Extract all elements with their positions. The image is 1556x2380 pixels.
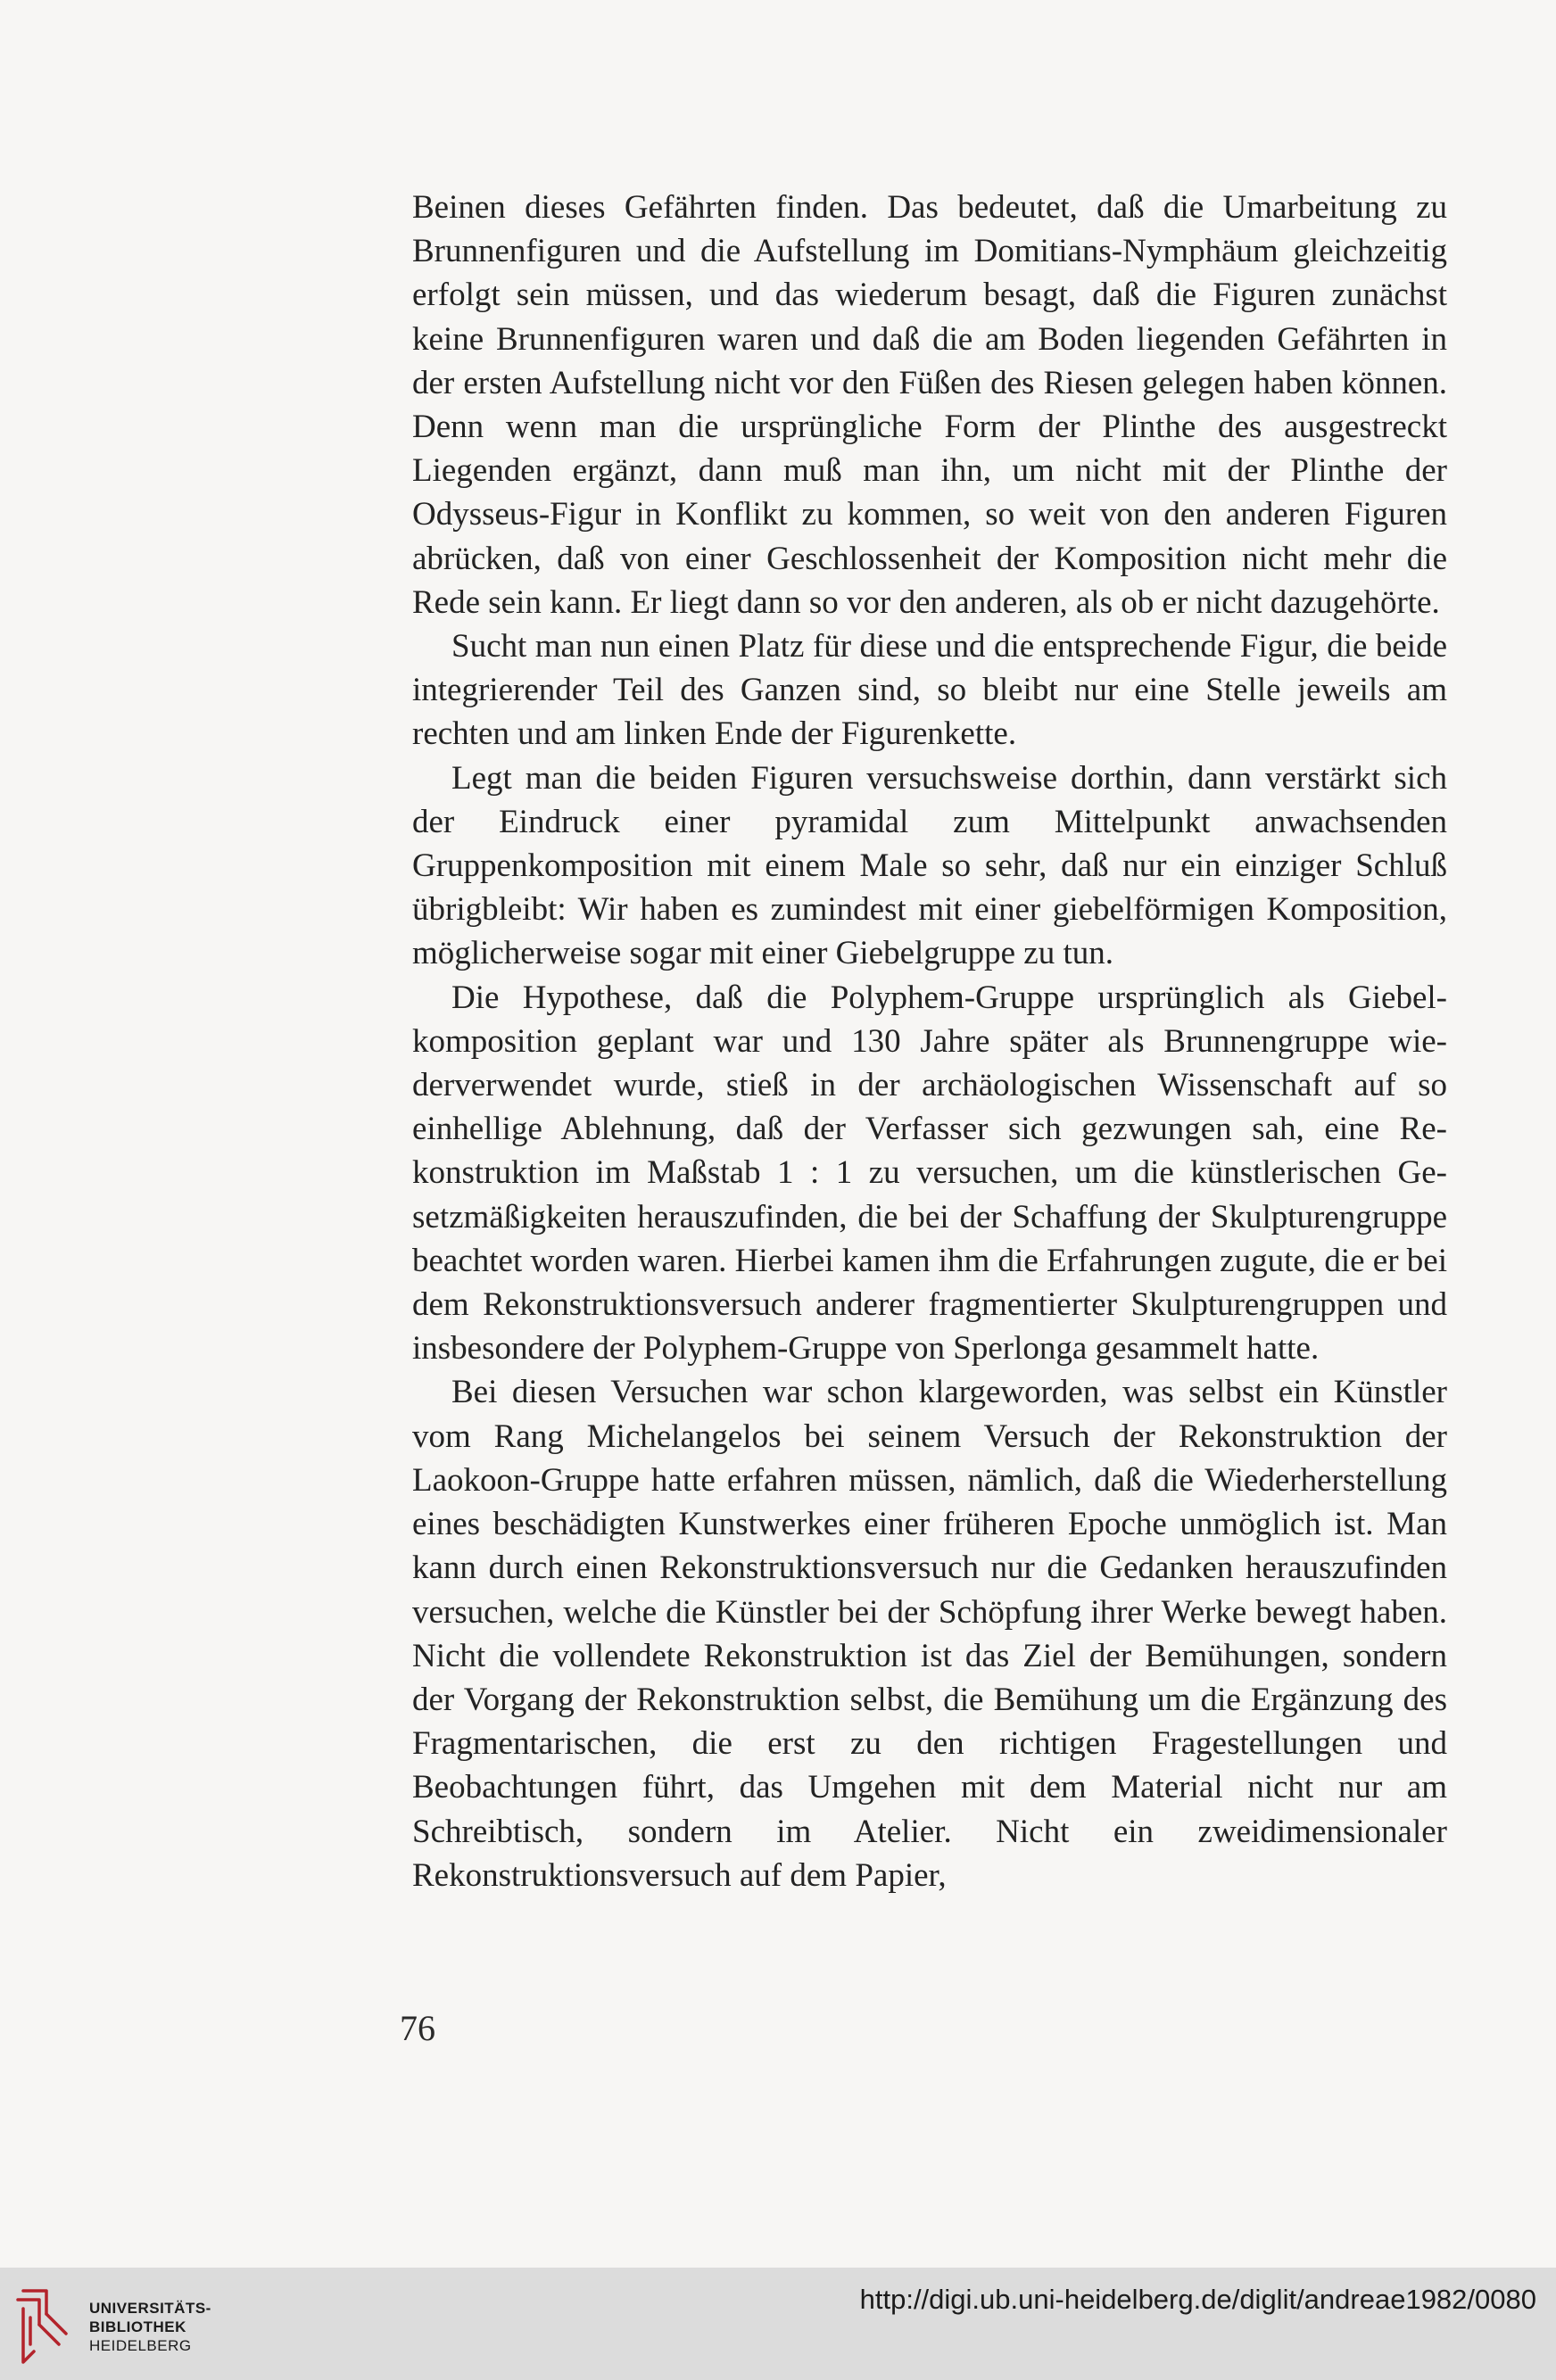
page-number: 76 bbox=[400, 2008, 435, 2048]
logo-line-3: HEIDELBERG bbox=[89, 2336, 192, 2354]
logo-line-2: BIBLIOTHEK bbox=[89, 2318, 186, 2335]
paragraph-2: Sucht man nun einen Platz für diese und die entsprechende Figur, die beide integrierender Teil des Ganzen sind, so bleibt nur eine Stelle jeweils am rechten und am linken Ende der Figurenkette. bbox=[412, 628, 1447, 753]
logo-line-1: UNIVERSITÄTS- bbox=[89, 2299, 211, 2317]
body-text bbox=[412, 186, 1447, 1897]
footer-bar bbox=[0, 2268, 1556, 2380]
source-url-link[interactable]: http://digi.ub.uni-heidelberg.de/diglit/andreae1982/0080 bbox=[859, 2284, 1536, 2315]
paragraph-1: Beinen dieses Gefährten finden. Das bedeutet, daß die Umarbeitung zu Brunnenfiguren und die Aufstellung im Domitians-Nymphäum gleichzeitig erfolgt sein müssen, und das wiederum besagt, daß die Figuren zunächst keine Brunnenfiguren waren und daß die am Boden liegenden Gefährten in der ersten Aufstellung nicht vor den Füßen des Riesen gelegen haben können. Denn wenn man die ursprüngliche Form der Plinthe des ausgestreckt Liegenden ergänzt, dann muß man ihn, um nicht mit der Plinthe der Odysseus-Figur in Konflikt zu kommen, so weit von den anderen Figuren abrücken, daß von einer Geschlossenheit der Komposition nicht mehr die Rede sein kann. Er liegt dann so vor den anderen, als ob er nicht dazugehörte. bbox=[412, 189, 1447, 621]
library-logo-icon bbox=[11, 2285, 80, 2368]
library-logo[interactable] bbox=[11, 2285, 211, 2368]
paragraph-3: Legt man die beiden Figuren versuchsweise dorthin, dann verstärkt sich der Eindruck einer pyramidal zum Mittelpunkt anwachsenden Gruppenkomposition mit einem Male so sehr, daß nur ein einziger Schluß übrigbleibt: Wir haben es zumindest mit einer giebelförmigen Komposition, möglicherweise sogar mit einer Giebelgruppe zu tun. bbox=[412, 759, 1447, 972]
paragraph-5: Bei diesen Versuchen war schon klargeworden, was selbst ein Künstler vom Rang Michelangelos bei seinem Versuch der Rekonstruktion der Laokoon-Gruppe hatte erfahren müssen, nämlich, daß die Wiederherstellung eines beschädigten Kunstwerkes einer früheren Epoche unmöglich ist. Man kann durch einen Rekonstruktionsversuch nur die Gedanken herauszufinden versuchen, welche die Künstler bei der Schöpfung ihrer Werke bewegt haben. Nicht die vollendete Rekonstruktion ist das Ziel der Bemühungen, sondern der Vorgang der Rekonstruktion selbst, die Bemühung um die Ergänzung des Fragmentarischen, die erst zu den richtigen Fragestellungen und Beobachtungen führt, das Umgehen mit dem Material nicht nur am Schreibtisch, sondern im Atelier. Nicht ein zweidimensionaler Rekonstruktionsversuch auf dem Papier, bbox=[412, 1374, 1447, 1894]
library-logo-text bbox=[89, 2299, 211, 2355]
paragraph-4: Die Hypothese, daß die Polyphem-Gruppe ursprünglich als Giebelkomposition geplant war und 130 Jahre später als Brunnengruppe wiederverwendet wurde, stieß in der archäologischen Wissenschaft auf so einhellige Ablehnung, daß der Verfasser sich gezwungen sah, eine Rekonstruktion im Maßstab 1 : 1 zu versuchen, um die künstlerischen Gesetzmäßigkeiten herauszufinden, die bei der Schaffung der Skulpturengruppe beachtet worden waren. Hierbei kamen ihm die Erfahrungen zugute, die er bei dem Rekonstruktionsversuch anderer fragmentierter Skulpturengruppen und insbesondere der Polyphem-Gruppe von Sperlonga gesammelt hatte. bbox=[412, 979, 1447, 1368]
